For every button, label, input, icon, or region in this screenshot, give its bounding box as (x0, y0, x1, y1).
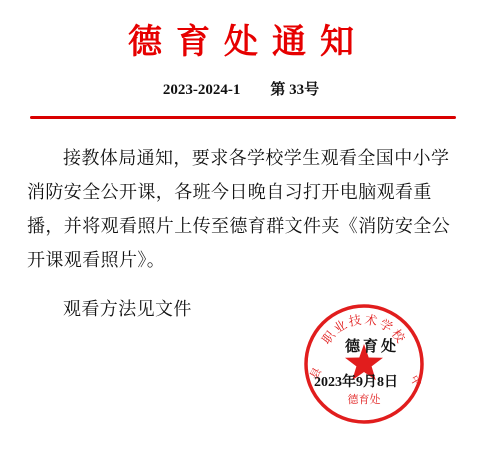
seal-ring-left-text: 县 (307, 365, 325, 382)
signing-department: 德育处 (345, 337, 400, 355)
red-divider (30, 116, 456, 119)
seal-ring-text: 职业技术学校 (318, 311, 410, 347)
official-seal-icon (302, 302, 426, 426)
document-number-line (0, 80, 482, 100)
seal-center-text: 德育处 (347, 393, 381, 406)
document-serial: 第 33号 (270, 82, 320, 98)
body-paragraph: 接教体局通知，要求各学校学生观看全国中小学消防安全公开课，各班今日晚自习打开电脑观看重播，并将观看照片上传至德育群文件夹《消防安全公开课观看照片》。 (27, 148, 451, 271)
document-title: 德育处通知 (128, 22, 368, 62)
closing-line: 观看方法见文件 (63, 299, 192, 320)
document-number: 2023-2024-1 (162, 82, 241, 98)
seal-ring-right-text: 中 (407, 373, 425, 390)
signing-date: 2023年9月8日 (314, 375, 398, 390)
notice-body (27, 142, 459, 278)
